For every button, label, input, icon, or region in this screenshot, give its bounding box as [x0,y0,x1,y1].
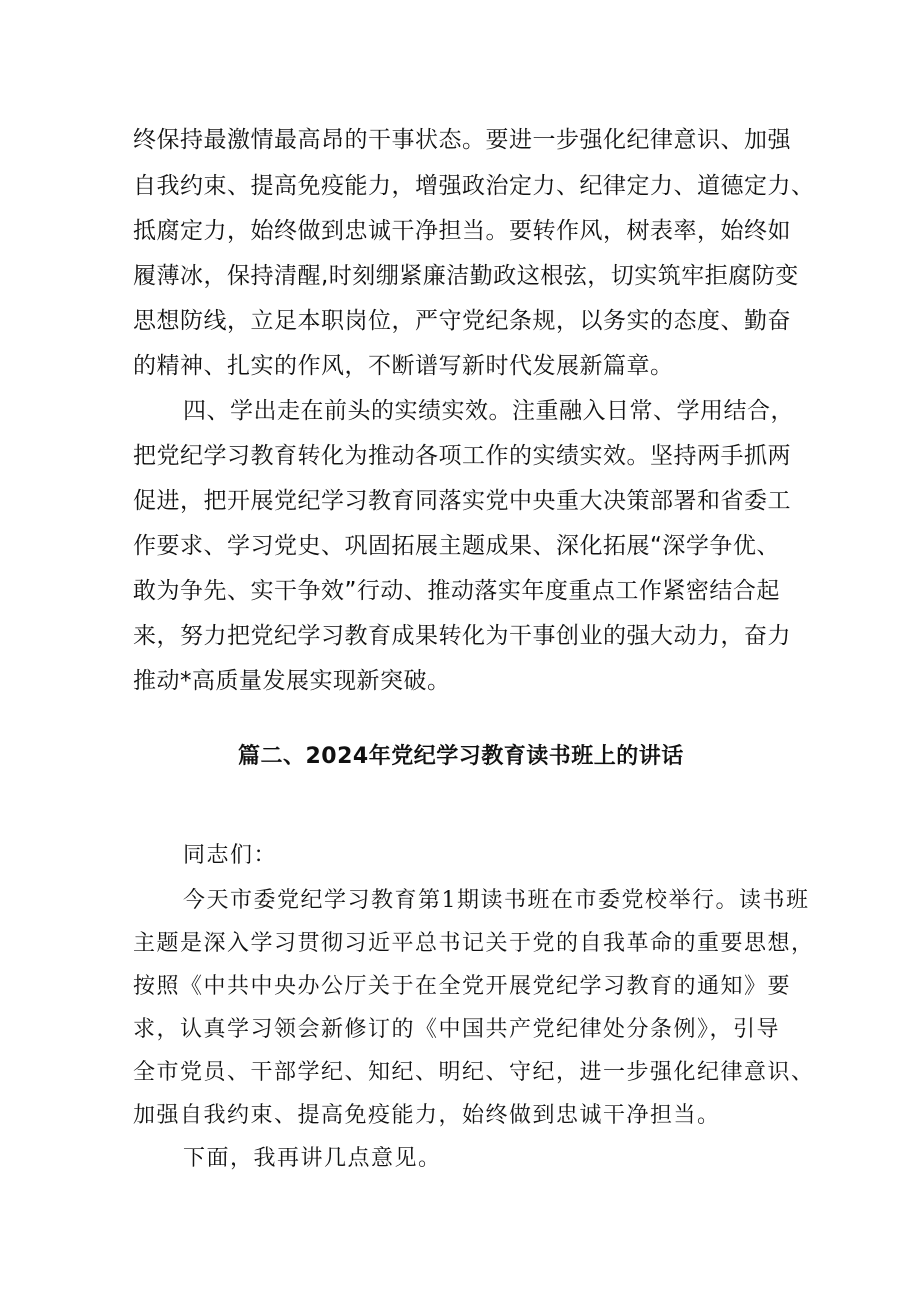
text-line: 主题是深入学习贯彻习近平总书记关于党的自我革命的重要思想， [133,931,815,956]
text-line: 按照《中共中央办公厅关于在全党开展党纪学习教育的通知》要 [133,974,792,999]
text-line: 终保持最激情最高昂的干事状态。要进一步强化纪律意识、加强 [133,127,791,153]
text-line: 促进，把开展党纪学习教育同落实党中央重大决策部署和省委工 [133,488,791,514]
paragraph-heading-line: 四、学出走在前头的实绩实效。注重融入日常、学用结合， [183,398,794,424]
section-title: 篇二、2024年党纪学习教育读书班上的讲话 [238,744,684,769]
text-line: 下面，我再讲几点意见。 [183,1146,442,1171]
text-line: 来，努力把党纪学习教育成果转化为干事创业的强大动力，奋力 [133,623,791,649]
text-line: 履薄冰，保持清醒,时刻绷紧廉洁勤政这根弦，切实筑牢拒腐防变 [133,263,799,289]
salutation: 同志们： [183,843,278,868]
text-line: 敢为争先、实干争效”行动、推动落实年度重点工作紧密结合起 [133,578,780,604]
text-line: 加强自我约束、提高免疫能力，始终做到忠诚干净担当。 [133,1103,721,1128]
text-line: 求，认真学习领会新修订的《中国共产党纪律处分条例》，引导 [133,1017,781,1042]
text-line: 的精神、扎实的作风，不断谱写新时代发展新篇章。 [133,353,674,379]
text-line: 推动*高质量发展实现新突破。 [133,668,451,694]
text-line: 抵腐定力，始终做到忠诚干净担当。要转作风，树表率，始终如 [133,218,791,244]
text-line: 思想防线，立足本职岗位，严守党纪条规，以务实的态度、勤奋 [133,308,791,334]
text-line: 全市党员、干部学纪、知纪、明纪、守纪，进一步强化纪律意识、 [133,1060,815,1085]
text-line: 今天市委党纪学习教育第1期读书班在市委党校举行。读书班 [183,888,810,913]
text-line: 自我约束、提高免疫能力，增强政治定力、纪律定力、道德定力、 [133,173,815,199]
text-line: 作要求、学习党史、巩固拓展主题成果、深化拓展“深学争优、 [133,533,780,559]
text-line: 把党纪学习教育转化为推动各项工作的实绩实效。坚持两手抓两 [133,443,791,469]
